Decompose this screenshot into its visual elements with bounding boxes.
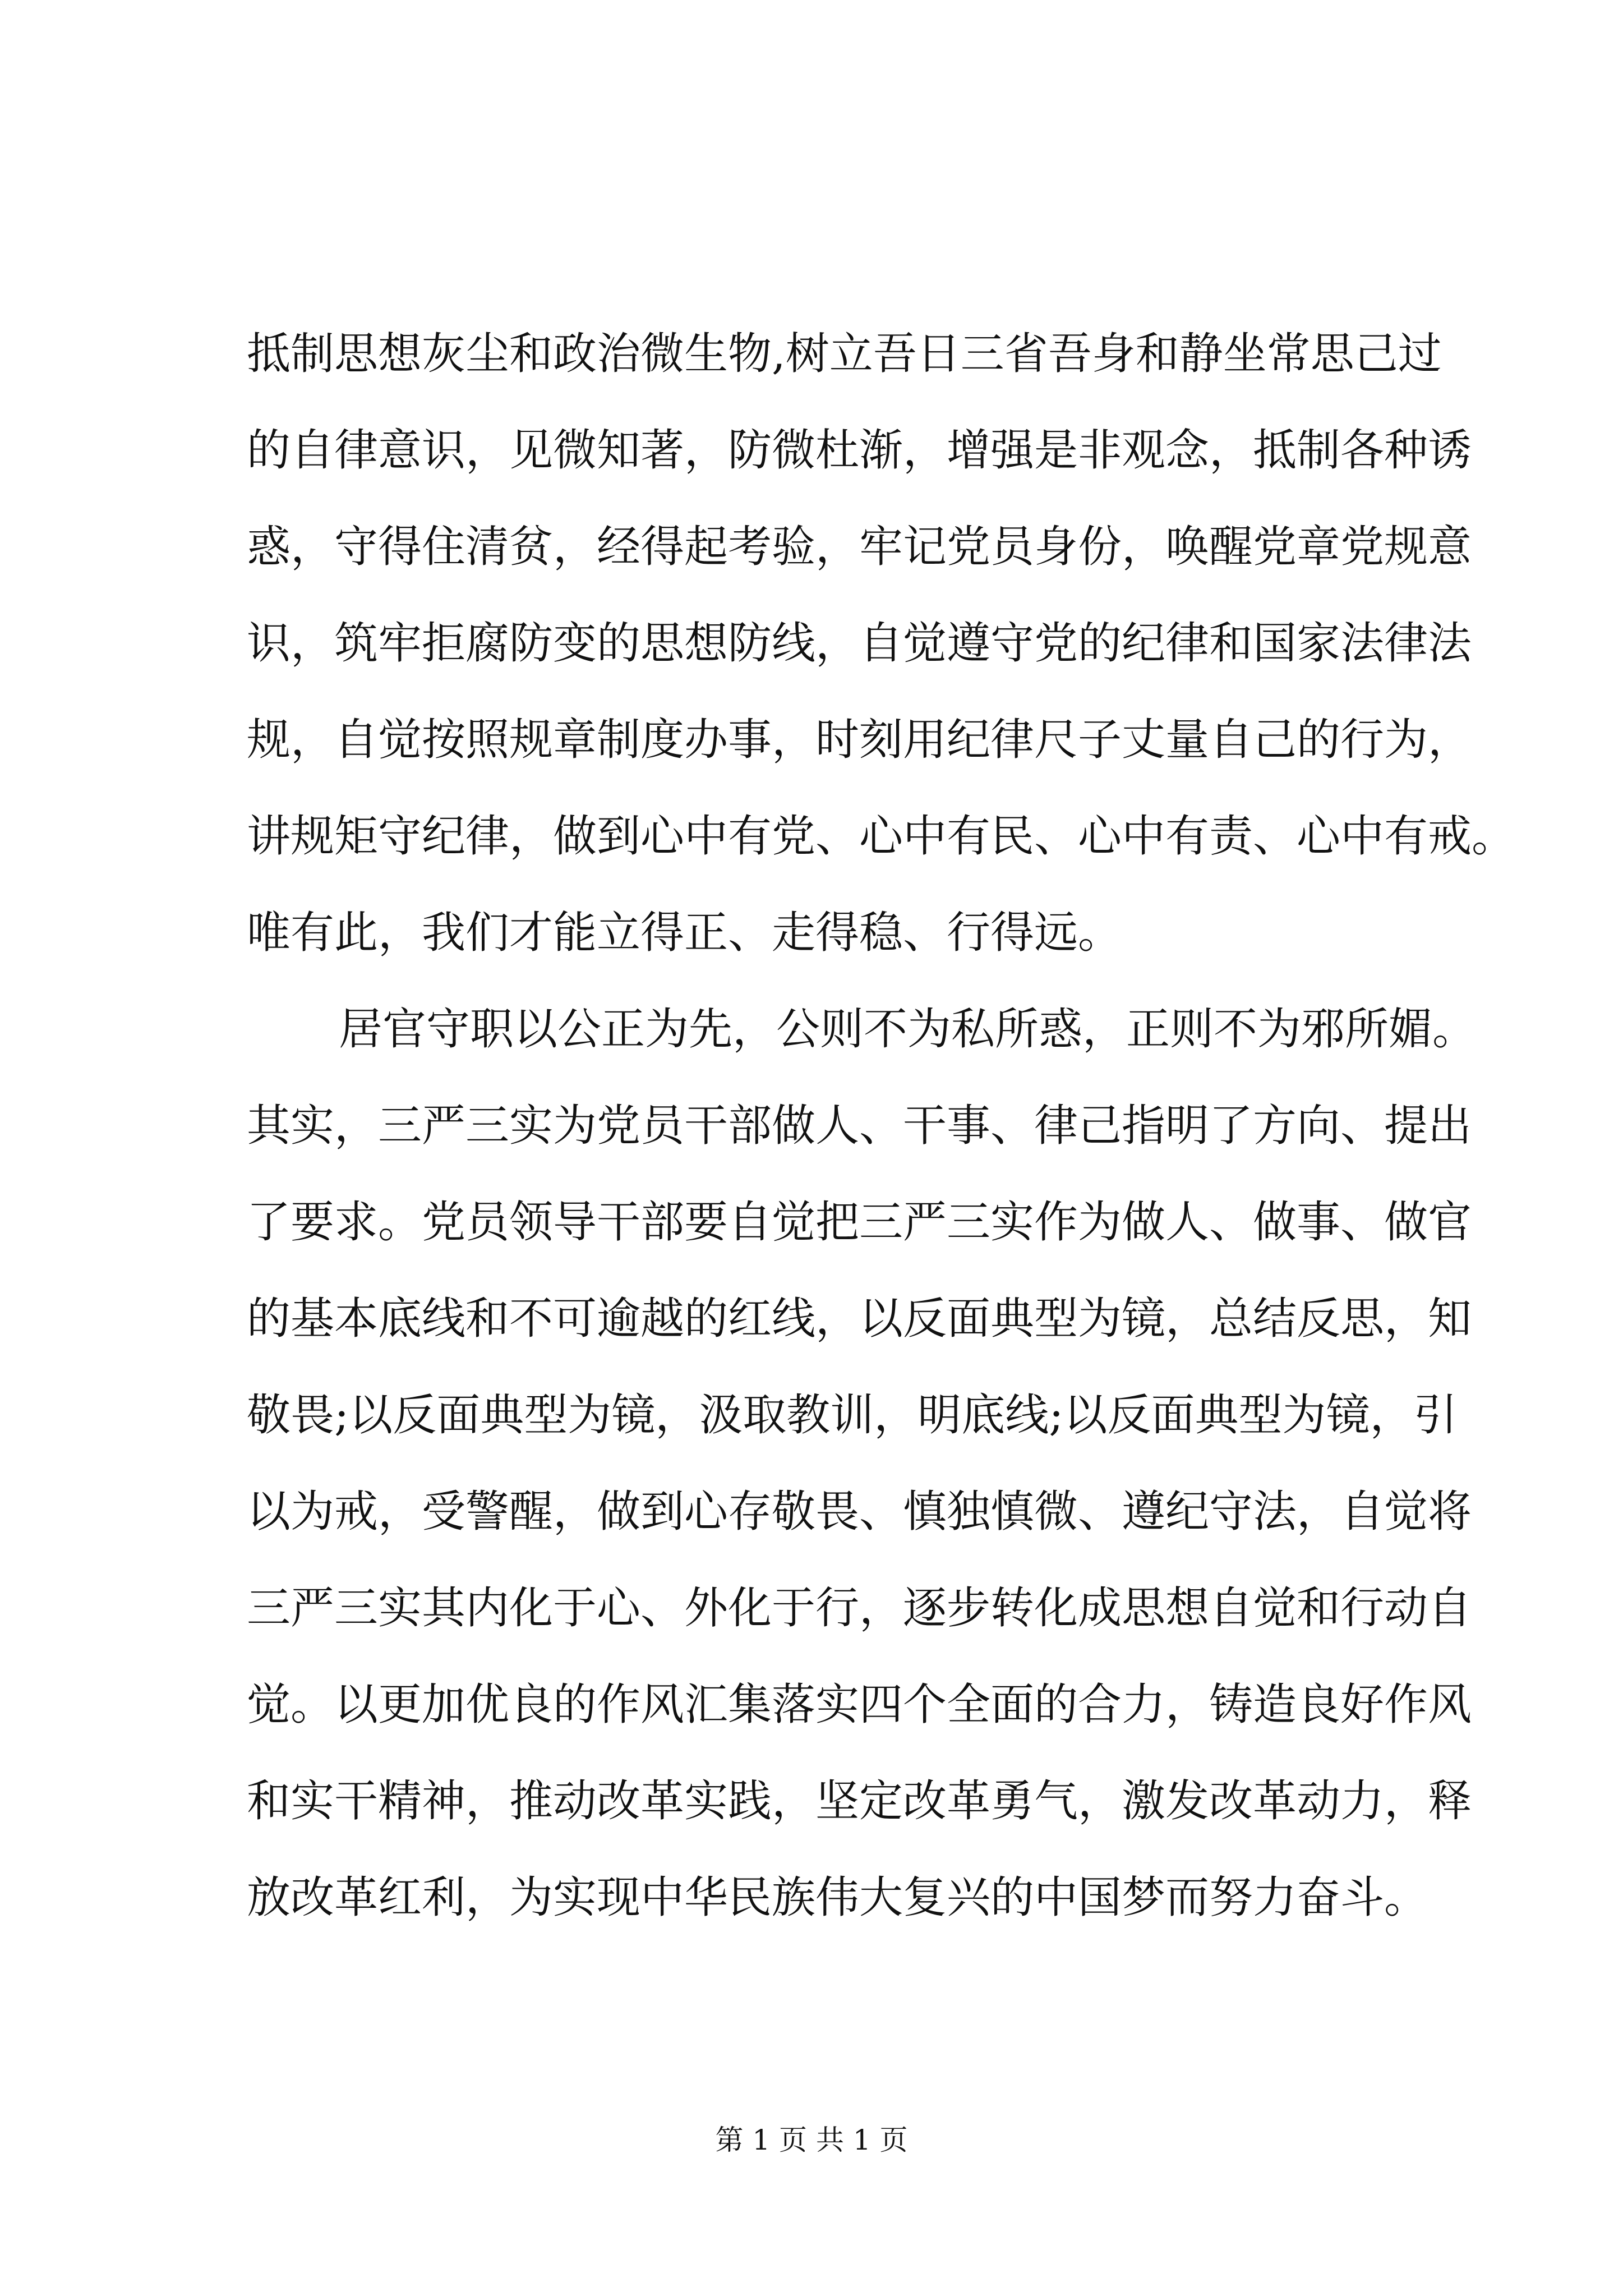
paragraph-line: 觉。以更加优良的作风汇集落实四个全面的合力，铸造良好作风: [247, 1680, 1472, 1730]
paragraph-line: 惑，守得住清贫，经得起考验，牢记党员身份，唤醒党章党规意: [247, 522, 1472, 572]
paragraph-line: 抵制思想灰尘和政治微生物,树立吾日三省吾身和静坐常思己过: [247, 329, 1442, 379]
paragraph-line: 识，筑牢拒腐防变的思想防线，自觉遵守党的纪律和国家法律法: [247, 618, 1472, 669]
paragraph-line: 三严三实其内化于心、外化于行，逐步转化成思想自觉和行动自: [247, 1583, 1472, 1634]
paragraph-line: 敬畏;以反面典型为镜，汲取教训，明底线;以反面典型为镜，引: [247, 1390, 1458, 1441]
paragraph-line: 居官守职以公正为先，公则不为私所惑，正则不为邪所媚。: [339, 1004, 1477, 1055]
paragraph-line: 了要求。党员领导干部要自觉把三严三实作为做人、做事、做官: [247, 1197, 1472, 1248]
paragraph-line: 放改革红利，为实现中华民族伟大复兴的中国梦而努力奋斗。: [247, 1872, 1428, 1923]
paragraph-line: 讲规矩守纪律，做到心中有党、心中有民、心中有责、心中有戒。: [247, 811, 1516, 862]
paragraph-line: 以为戒，受警醒，做到心存敬畏、慎独慎微、遵纪守法，自觉将: [247, 1487, 1472, 1537]
paragraph-line: 唯有此，我们才能立得正、走得稳、行得远。: [247, 908, 1122, 958]
page-footer: 第 1 页 共 1 页: [715, 2124, 908, 2156]
paragraph-line: 规，自觉按照规章制度办事，时刻用纪律尺子丈量自己的行为，: [247, 715, 1472, 765]
paragraph-line: 其实，三严三实为党员干部做人、干事、律己指明了方向、提出: [247, 1101, 1472, 1151]
document-body: [247, 306, 1516, 1946]
paragraph-line: 的自律意识，见微知著，防微杜渐，增强是非观念，抵制各种诱: [247, 425, 1472, 476]
paragraph-line: 的基本底线和不可逾越的红线，以反面典型为镜，总结反思，知: [247, 1294, 1472, 1344]
paragraph-line: 和实干精神，推动改革实践，坚定改革勇气，激发改革动力，释: [247, 1776, 1472, 1826]
